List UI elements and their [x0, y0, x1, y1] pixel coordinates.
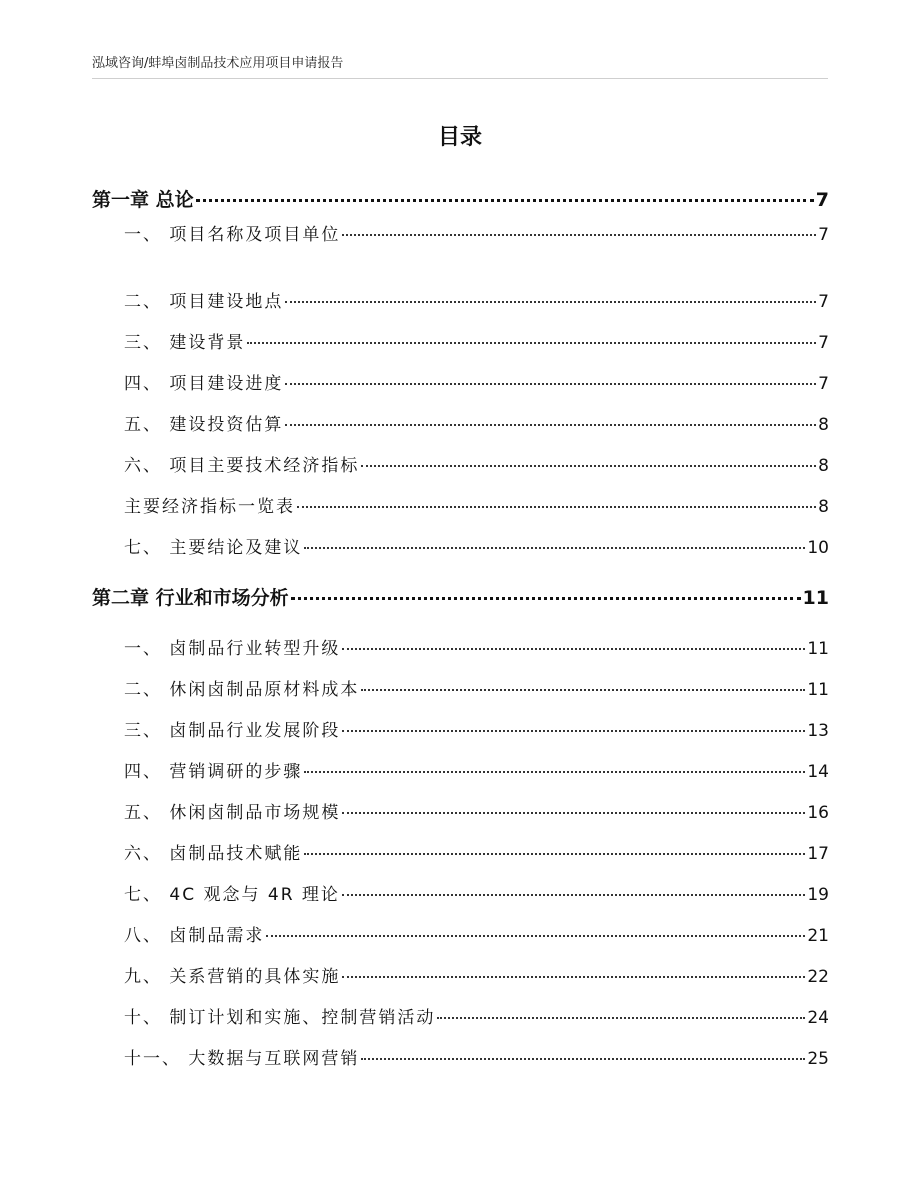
toc-page-number: 16 — [807, 803, 829, 823]
toc-page-number: 10 — [807, 538, 829, 558]
toc-section-item[interactable] — [124, 328, 829, 353]
toc-entry-text: 七、 4C 观念与 4R 理论 — [124, 885, 340, 905]
toc-section-item[interactable] — [124, 1003, 829, 1028]
toc-page-number: 7 — [818, 374, 829, 394]
toc-page-number: 7 — [815, 189, 829, 211]
toc-page-number: 17 — [807, 844, 829, 864]
toc-page-number: 11 — [807, 639, 829, 659]
dot-leader — [304, 547, 805, 549]
dot-leader — [304, 853, 805, 855]
toc-page-number: 7 — [818, 292, 829, 312]
toc-entry-text: 九、 关系营销的具体实施 — [124, 967, 341, 987]
dot-leader — [342, 894, 805, 896]
toc-page-number: 19 — [807, 885, 829, 905]
toc-section-item[interactable] — [124, 675, 829, 700]
toc-entry-text: 主要经济指标一览表 — [124, 497, 295, 517]
toc-page-number: 21 — [807, 926, 829, 946]
toc-page-number: 14 — [807, 762, 829, 782]
toc-page-number: 13 — [807, 721, 829, 741]
dot-leader — [361, 689, 805, 691]
dot-leader — [285, 301, 816, 303]
toc-entry-text: 三、 卤制品行业发展阶段 — [124, 721, 341, 741]
toc-entry-text: 第二章 行业和市场分析 — [92, 587, 289, 609]
toc-page-number: 22 — [807, 967, 829, 987]
toc-entry-text: 一、 项目名称及项目单位 — [124, 225, 341, 245]
toc-section-item[interactable] — [124, 451, 829, 476]
toc-section-item[interactable] — [124, 220, 829, 245]
toc-entry-text: 五、 建设投资估算 — [124, 415, 284, 435]
toc-chapter-2[interactable] — [92, 583, 829, 610]
dot-leader — [437, 1017, 805, 1019]
toc-page-number: 7 — [818, 225, 829, 245]
toc-section-item[interactable] — [124, 962, 829, 987]
toc-page-number: 25 — [807, 1049, 829, 1069]
toc-section-item[interactable] — [124, 634, 829, 659]
toc-entry-text: 六、 卤制品技术赋能 — [124, 844, 303, 864]
toc-entry-text: 第一章 总论 — [92, 189, 194, 211]
page-title: 目录 — [437, 125, 482, 150]
toc-entry-text: 二、 休闲卤制品原材料成本 — [124, 680, 360, 700]
dot-leader — [285, 383, 816, 385]
dot-leader — [342, 730, 805, 732]
dot-leader — [196, 199, 814, 202]
running-header: 泓域咨询/蚌埠卤制品技术应用项目申请报告 — [92, 56, 344, 71]
dot-leader — [361, 465, 816, 467]
toc-section-item[interactable] — [124, 921, 829, 946]
toc-entry-text: 四、 营销调研的步骤 — [124, 762, 303, 782]
dot-leader — [342, 976, 805, 978]
toc-section-item[interactable] — [124, 880, 829, 905]
toc-section-item[interactable] — [124, 287, 829, 312]
toc-page-number: 8 — [818, 456, 829, 476]
toc-section-item[interactable] — [124, 369, 829, 394]
dot-leader — [291, 597, 801, 600]
toc-section-item[interactable] — [124, 757, 829, 782]
toc-entry-text: 一、 卤制品行业转型升级 — [124, 639, 341, 659]
toc-section-item[interactable] — [124, 839, 829, 864]
toc-entry-text: 二、 项目建设地点 — [124, 292, 284, 312]
toc-entry-text: 十一、 大数据与互联网营销 — [124, 1049, 360, 1069]
toc-entry-text: 六、 项目主要技术经济指标 — [124, 456, 360, 476]
toc-table-item[interactable] — [124, 492, 829, 517]
toc-entry-text: 七、 主要结论及建议 — [124, 538, 303, 558]
toc-entry-text: 三、 建设背景 — [124, 333, 246, 353]
toc-page-number: 8 — [818, 415, 829, 435]
toc-section-item[interactable] — [124, 1044, 829, 1069]
dot-leader — [266, 935, 805, 937]
dot-leader — [342, 812, 805, 814]
dot-leader — [285, 424, 816, 426]
toc-entry-text: 四、 项目建设进度 — [124, 374, 284, 394]
dot-leader — [304, 771, 805, 773]
dot-leader — [342, 234, 816, 236]
toc-page-number: 7 — [818, 333, 829, 353]
dot-leader — [247, 342, 816, 344]
dot-leader — [342, 648, 805, 650]
dot-leader — [297, 506, 816, 508]
toc-page-number: 11 — [807, 680, 829, 700]
toc-page-number: 8 — [818, 497, 829, 517]
toc-section-item[interactable] — [124, 533, 829, 558]
toc-entry-text: 八、 卤制品需求 — [124, 926, 265, 946]
header-divider — [92, 78, 828, 79]
toc-page-number: 24 — [807, 1008, 829, 1028]
toc-entry-text: 十、 制订计划和实施、控制营销活动 — [124, 1008, 436, 1028]
dot-leader — [361, 1058, 805, 1060]
toc-chapter-1[interactable] — [92, 185, 829, 212]
toc-section-item[interactable] — [124, 716, 829, 741]
toc-entry-text: 五、 休闲卤制品市场规模 — [124, 803, 341, 823]
toc-section-item[interactable] — [124, 798, 829, 823]
toc-section-item[interactable] — [124, 410, 829, 435]
toc-page-number: 11 — [802, 587, 829, 609]
